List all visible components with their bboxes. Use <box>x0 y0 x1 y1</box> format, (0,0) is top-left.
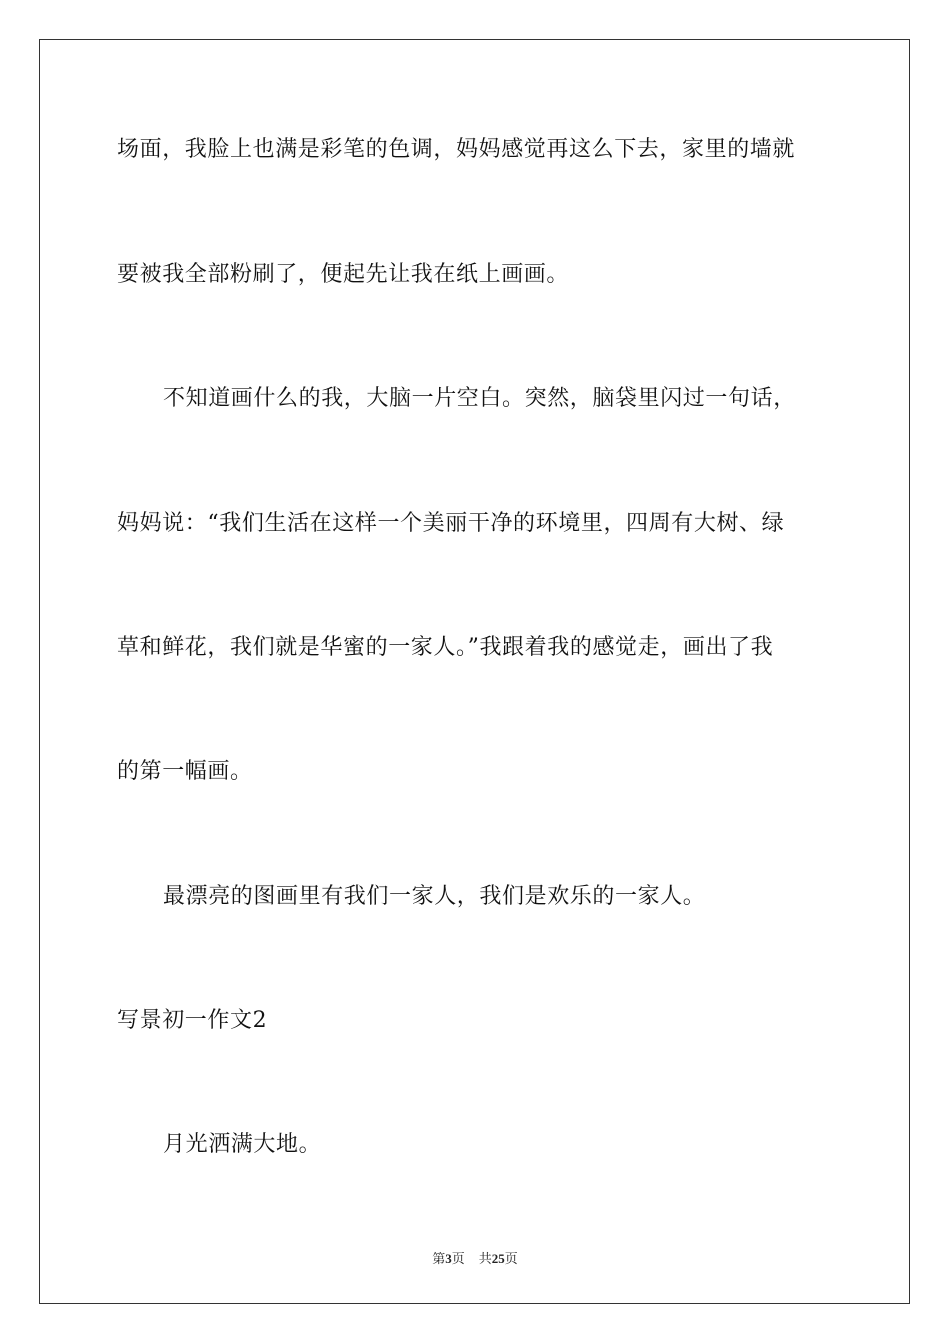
page-suffix: 页 <box>451 1251 465 1266</box>
page-frame <box>39 39 910 1304</box>
paragraph-line: 草和鲜花，我们就是华蜜的一家人。”我跟着我的感觉走，画出了我 <box>117 635 774 660</box>
paragraph-line: 场面，我脸上也满是彩笔的色调，妈妈感觉再这么下去，家里的墙就 <box>117 137 796 162</box>
page-number: 3 <box>445 1251 452 1266</box>
paragraph-line: 妈妈说：“我们生活在这样一个美丽干净的环境里，四周有大树、绿 <box>117 511 785 536</box>
total-suffix: 页 <box>504 1251 518 1266</box>
section-heading: 写景初一作文2 <box>117 1008 268 1033</box>
paragraph-line: 最漂亮的图画里有我们一家人，我们是欢乐的一家人。 <box>163 884 706 909</box>
paragraph-line: 月光洒满大地。 <box>163 1132 322 1157</box>
page-footer <box>0 1248 950 1267</box>
paragraph-line: 的第一幅画。 <box>117 759 253 784</box>
paragraph-line: 要被我全部粉刷了，便起先让我在纸上画画。 <box>117 262 570 287</box>
page-prefix: 第 <box>432 1251 446 1266</box>
total-pages: 25 <box>491 1251 505 1266</box>
total-prefix: 共 <box>478 1251 492 1266</box>
paragraph-line: 不知道画什么的我，大脑一片空白。突然，脑袋里闪过一句话， <box>163 386 796 411</box>
